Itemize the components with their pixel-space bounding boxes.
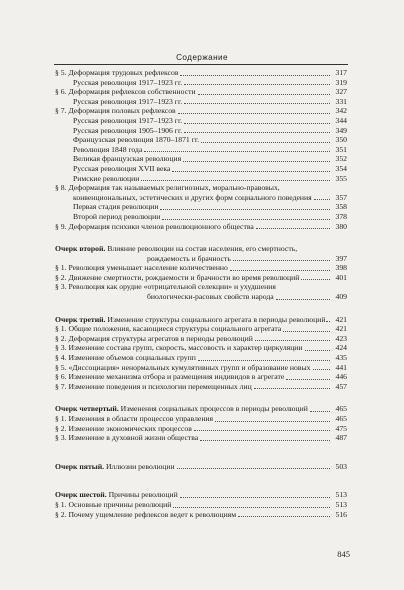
entry-text: § 1. Общие положения, касающиеся структуры социального агрегата xyxy=(55,324,282,334)
dot-leader xyxy=(286,379,330,380)
toc-entry-title xyxy=(73,212,162,222)
entry-text: § 2. Изменение экономических процессов xyxy=(55,423,192,433)
dot-leader xyxy=(172,171,330,172)
dot-leader xyxy=(178,113,330,114)
toc-entry-title xyxy=(73,193,314,203)
toc-entry xyxy=(55,202,347,212)
section-gap xyxy=(55,302,347,315)
entry-text: § 7. Изменение поведения и психологии перемещенных лиц xyxy=(55,381,252,391)
toc-chapter-entry xyxy=(55,244,347,254)
section-gap xyxy=(55,443,347,456)
toc-entry xyxy=(55,164,347,174)
toc-entry-title xyxy=(73,135,201,145)
toc-page-number: 516 xyxy=(335,509,347,519)
toc-entry xyxy=(55,343,347,353)
toc-entry xyxy=(55,254,347,264)
toc-chapter-entry xyxy=(55,315,347,325)
section-gap xyxy=(55,231,347,244)
toc-entry-title xyxy=(55,244,297,253)
chapter-label: Очерк пятый. xyxy=(55,461,105,471)
dot-leader xyxy=(194,430,330,431)
toc-page-number: 475 xyxy=(335,423,347,433)
dot-leader xyxy=(310,411,330,412)
toc-entry xyxy=(55,193,347,203)
dot-leader xyxy=(184,84,330,85)
toc-entry xyxy=(55,212,347,222)
toc-page-number: 357 xyxy=(335,192,347,202)
dot-leader xyxy=(255,340,330,341)
toc-chapter-entry xyxy=(55,462,347,472)
toc-page-number: 465 xyxy=(335,414,347,423)
toc-entry-title xyxy=(55,343,305,353)
entry-text: Иллюзии революции xyxy=(104,461,175,471)
toc-entry-title xyxy=(73,116,184,126)
toc-entry-title xyxy=(55,372,286,382)
toc-page-number: 351 xyxy=(335,144,347,154)
entry-text: § 5. «Диссоциация» ненормальных кумулятивных групп и образование новых xyxy=(55,362,311,372)
toc-entry xyxy=(55,424,347,434)
toc-entry-title xyxy=(73,174,141,184)
entry-text: Второй период революции xyxy=(73,211,161,221)
toc-entry-title xyxy=(147,292,276,302)
toc-entry-title xyxy=(55,273,301,283)
entry-text: § 3. Революция как орудие «отрицательной селекции» и ухудшения xyxy=(55,282,276,292)
dot-leader xyxy=(144,151,330,152)
toc-entry xyxy=(55,222,347,232)
toc-page-number: 380 xyxy=(335,221,347,231)
toc-entry xyxy=(55,372,347,382)
chapter-label: Очерк шестой. xyxy=(55,490,107,500)
toc-entry xyxy=(55,292,347,302)
toc-entry xyxy=(55,363,347,373)
toc-page-number: 421 xyxy=(335,324,347,334)
dot-leader xyxy=(180,497,330,498)
toc-entry xyxy=(55,154,347,164)
dot-leader xyxy=(254,388,330,389)
entry-text: § 4. Изменение объемов социальных групп xyxy=(55,353,196,363)
toc-chapter-entry xyxy=(55,490,347,500)
toc-entry xyxy=(55,145,347,155)
header-rule xyxy=(54,64,348,65)
toc-entry xyxy=(55,382,347,392)
entry-text: Великая французская революция xyxy=(73,154,182,164)
dot-leader xyxy=(184,103,330,104)
dot-leader xyxy=(314,199,330,200)
toc-entry xyxy=(55,116,347,126)
entry-text: § 1. Изменения в области процессов управления xyxy=(55,414,214,423)
dot-leader xyxy=(184,132,330,133)
entry-text: Причины революций xyxy=(106,490,178,500)
dot-leader xyxy=(230,270,330,271)
toc-page-number: 446 xyxy=(335,372,347,382)
toc-entry-title xyxy=(55,68,180,78)
toc-page-number: 409 xyxy=(335,292,347,302)
entry-text: Русская революция 1917–1923 гг. xyxy=(73,115,183,125)
toc-entry xyxy=(55,433,347,443)
toc-entry-title xyxy=(55,414,215,424)
toc-entry-title xyxy=(55,462,177,472)
dot-leader xyxy=(198,94,330,95)
toc-page-number: 457 xyxy=(335,381,347,391)
dot-leader xyxy=(141,180,330,181)
entry-text: § 2. Деформация структуры агрегатов в периоды революций xyxy=(55,333,253,343)
dot-leader xyxy=(215,421,330,422)
entry-text: Римские революции xyxy=(73,173,140,183)
toc-page-number: 327 xyxy=(335,87,347,97)
entry-text: § 6. Деформация рефлексов собственности xyxy=(55,87,196,97)
toc-page-number: 358 xyxy=(335,202,347,212)
toc-entry-title xyxy=(55,87,198,97)
entry-text: Русская революция 1917–1923 гг. xyxy=(73,77,183,87)
entry-text: § 3. Изменение состава групп, скорость, массовость и характер циркуляции xyxy=(55,343,303,353)
toc-entry xyxy=(55,97,347,107)
toc-entry xyxy=(55,510,347,520)
dot-leader xyxy=(184,123,330,124)
dot-leader xyxy=(305,350,330,351)
toc-entry-title xyxy=(55,424,194,434)
entry-text: рождаемость и брачность xyxy=(147,253,231,263)
dot-leader xyxy=(233,260,330,261)
entry-text: § 2. Почему ущемление рефлексов ведет к революциям xyxy=(55,509,237,519)
entry-text: § 9. Деформация психики членов революционного общества xyxy=(55,221,254,231)
toc-entry xyxy=(55,263,347,273)
entry-text: Французская революция 1870–1871 гг. xyxy=(73,135,200,145)
toc-page-number: 354 xyxy=(335,163,347,173)
dot-leader xyxy=(162,219,330,220)
toc-page-number: 352 xyxy=(335,154,347,164)
dot-leader xyxy=(256,228,330,229)
section-gap xyxy=(55,391,347,404)
toc-entry xyxy=(55,174,347,184)
toc-entry xyxy=(55,334,347,344)
toc-page-number: 465 xyxy=(335,404,347,414)
toc-page-number: 349 xyxy=(335,125,347,135)
toc-entry-title xyxy=(55,222,256,232)
toc-entry-title xyxy=(55,490,180,500)
entry-text: Первая стадия революции xyxy=(73,202,159,212)
toc-page-number: 435 xyxy=(335,353,347,363)
dot-leader xyxy=(160,209,330,210)
toc-entry xyxy=(55,135,347,145)
toc-page-number: 350 xyxy=(335,135,347,145)
toc-entry xyxy=(55,353,347,363)
section-gap xyxy=(55,471,347,484)
toc-page-number: 487 xyxy=(335,433,347,443)
entry-text: биологически-расовых свойств народа xyxy=(147,292,274,302)
toc-entry xyxy=(55,500,347,510)
dot-leader xyxy=(276,299,330,300)
entry-text: Русская революция 1905–1906 гг. xyxy=(73,125,183,135)
toc-page-number: 513 xyxy=(335,499,347,509)
toc-entry xyxy=(55,68,347,78)
dot-leader xyxy=(200,440,330,441)
chapter-label: Очерк третий. xyxy=(55,314,106,324)
entry-text: § 8. Деформация так называемых религиозных, морально-правовых, xyxy=(55,183,280,193)
toc-entry-title xyxy=(55,500,173,510)
toc-page-number: 421 xyxy=(335,314,347,324)
page-number: 845 xyxy=(337,549,350,559)
entry-text: § 7. Деформация половых рефлексов xyxy=(55,106,176,116)
toc-entry-title xyxy=(73,145,144,155)
chapter-label: Очерк четвертый. xyxy=(55,404,119,414)
toc-entry xyxy=(55,183,347,193)
toc-entry-title xyxy=(55,404,310,414)
entry-text: § 5. Деформация трудовых рефлексов xyxy=(55,68,179,77)
toc-entry-title xyxy=(55,334,255,344)
toc-entry-title xyxy=(55,324,283,334)
dot-leader xyxy=(201,142,330,143)
dot-leader xyxy=(198,360,330,361)
toc-page-number: 317 xyxy=(335,68,347,77)
toc-page-number: 513 xyxy=(335,490,347,500)
entry-text: § 3. Изменение в духовной жизни общества xyxy=(55,433,199,443)
toc-entry-title xyxy=(55,353,198,363)
toc-page-number: 424 xyxy=(335,343,347,353)
entry-text: Русская революция 1917–1923 гг. xyxy=(73,96,183,106)
toc-chapter-entry xyxy=(55,404,347,414)
toc-entry-title xyxy=(55,382,254,392)
toc-page-number: 503 xyxy=(335,461,347,471)
dot-leader xyxy=(180,75,330,76)
entry-text: Влияние революции на состав населения, его смертность, xyxy=(105,244,298,254)
entry-text: Изменения социальных процессов в периоды революций xyxy=(118,404,308,414)
toc-page-number: 344 xyxy=(335,115,347,125)
dot-leader xyxy=(301,279,330,280)
entry-text: конвенциональных, эстетических и других форм социального поведения xyxy=(73,192,312,202)
entry-text: § 1. Революция уменьшает население количественно xyxy=(55,263,228,273)
toc-entry-title xyxy=(55,433,200,443)
toc-entry-title xyxy=(73,78,184,88)
toc-page-number: 342 xyxy=(335,106,347,116)
toc-entry xyxy=(55,87,347,97)
chapter-label: Очерк второй. xyxy=(55,244,106,254)
dot-leader xyxy=(238,516,330,517)
toc-page-number: 398 xyxy=(335,263,347,273)
toc-entry-title xyxy=(55,106,178,116)
toc-page-number: 397 xyxy=(335,253,347,263)
entry-text: § 2. Движение смертности, рождаемости и брачности во время революций xyxy=(55,272,300,282)
toc-page-number: 355 xyxy=(335,173,347,183)
table-of-contents xyxy=(55,68,347,519)
dot-leader xyxy=(283,331,330,332)
toc-entry-title xyxy=(55,363,313,373)
toc-page-number: 441 xyxy=(335,362,347,372)
toc-entry xyxy=(55,78,347,88)
page-header: Содержание xyxy=(176,53,228,62)
toc-page-number: 423 xyxy=(335,333,347,343)
toc-entry-title xyxy=(55,282,276,291)
entry-text: § 1. Основные причины революций xyxy=(55,499,172,509)
toc-entry xyxy=(55,106,347,116)
dot-leader xyxy=(183,161,330,162)
toc-entry-title xyxy=(55,263,230,273)
entry-text: Изменение структуры социального агрегата в периоды революций xyxy=(105,314,326,324)
toc-entry-title xyxy=(147,254,233,264)
toc-entry xyxy=(55,273,347,283)
dot-leader xyxy=(313,369,330,370)
toc-entry-title xyxy=(55,315,326,325)
entry-text: Русская революция XVII века xyxy=(73,163,171,173)
dot-leader xyxy=(173,507,330,508)
entry-text: Революция 1848 года xyxy=(73,144,143,154)
toc-entry xyxy=(55,126,347,136)
toc-entry xyxy=(55,324,347,334)
toc-entry-title xyxy=(73,154,183,164)
toc-page-number: 378 xyxy=(335,211,347,221)
toc-entry-title xyxy=(73,202,160,212)
toc-entry xyxy=(55,414,347,424)
toc-entry-title xyxy=(73,126,184,136)
toc-page-number: 331 xyxy=(335,96,347,106)
dot-leader xyxy=(177,468,330,469)
toc-entry-title xyxy=(55,510,238,520)
toc-entry-title xyxy=(73,164,172,174)
toc-entry-title xyxy=(73,97,184,107)
toc-entry xyxy=(55,282,347,292)
toc-page-number: 401 xyxy=(335,272,347,282)
toc-page-number: 319 xyxy=(335,77,347,87)
toc-entry-title xyxy=(55,183,280,192)
entry-text: § 6. Изменение механизма отбора и размещения индивидов в агрегате xyxy=(55,372,285,382)
